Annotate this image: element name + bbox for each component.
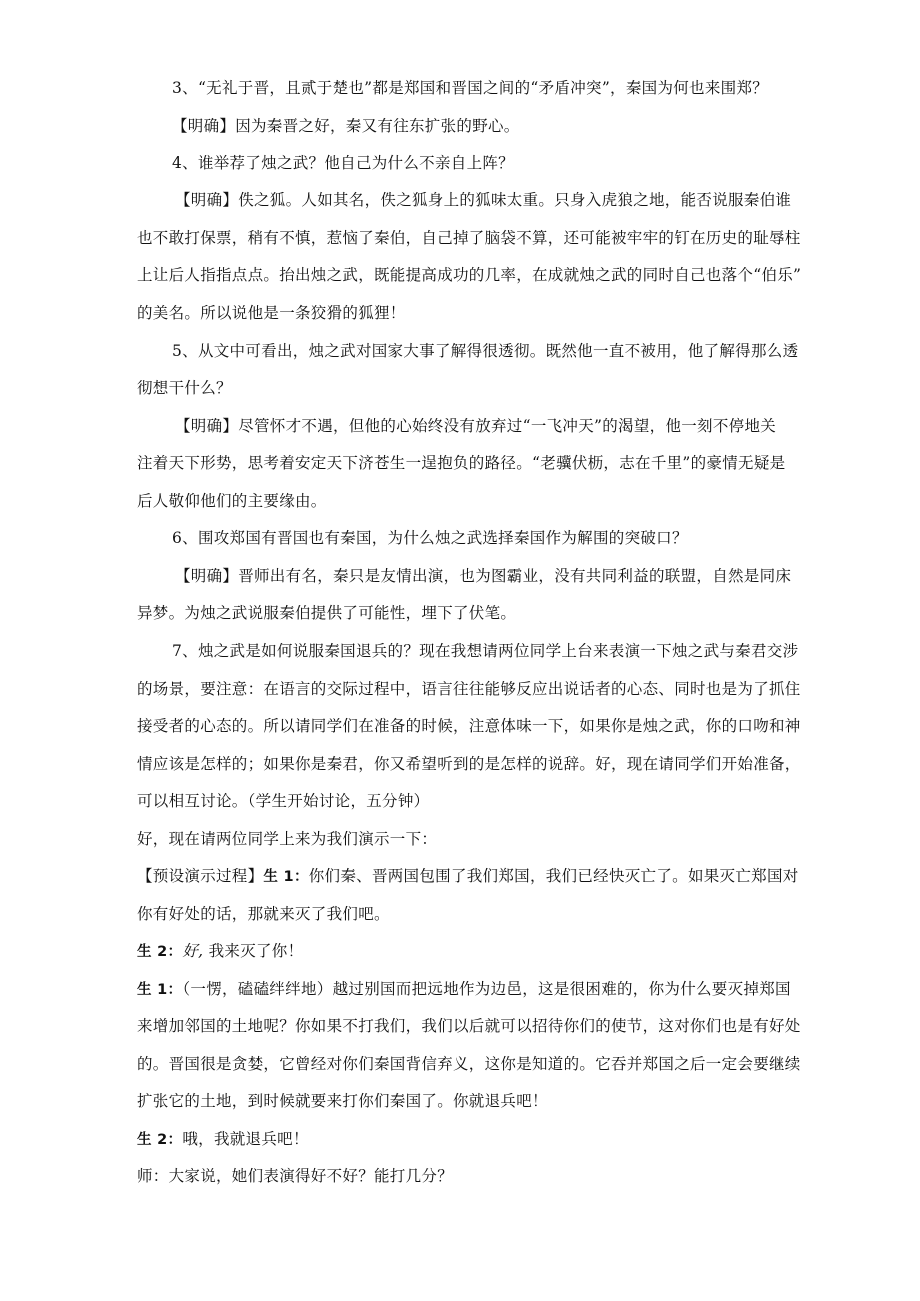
q4-answer-line: 的美名。所以说他是一条狡猾的狐狸！ [137, 304, 406, 322]
s2b-speech: 哦，我就退兵吧！ [182, 1130, 309, 1148]
q4-answer-line: 上让后人指指点点。抬出烛之武，既能提高成功的几率，在成就烛之武的同时自己也落个“伯乐” [137, 266, 802, 284]
s1b-line [137, 979, 791, 1000]
q7-question-line: 接受者的心态的。所以请同学们在准备的时候，注意体味一下，如果你是烛之武，你的口吻和神 [137, 717, 801, 735]
q3-answer: 【明确】因为秦晋之好，秦又有往东扩张的野心。 [172, 117, 520, 135]
q6-answer-line: 【明确】晋师出有名，秦只是友情出演，也为图霸业，没有共同利益的联盟，自然是同床 [175, 567, 792, 585]
q4-answer-line: 【明确】佚之狐。人如其名，佚之狐身上的狐味太重。只身入虎狼之地，能否说服秦伯谁 [175, 191, 792, 209]
s1b-speech-cont: 的。晋国很是贪婪，它曾经对你们秦国背信弃义，这你是知道的。它吞并郑国之后一定会要继续 [137, 1055, 801, 1073]
s2-emphasis: 好, [182, 942, 204, 960]
s1b-speech: （一愣，磕磕绊绊地）越过别国而把远地作为边邑，这是很困难的，你为什么要灭掉郑国 [182, 980, 791, 998]
speaker-s1: 生 1： [263, 869, 309, 885]
q4-answer-line: 也不敢打保票，稍有不慎，惹恼了秦伯，自己掉了脑袋不算，还可能被牢牢的钉在历史的耻辱柱 [137, 229, 801, 247]
q7-question-line: 可以相互讨论。（学生开始讨论，五分钟） [137, 792, 430, 810]
speaker-s2: 生 2： [137, 944, 183, 960]
q4-question: 4、谁举荐了烛之武？他自己为什么不亲自上阵？ [172, 154, 514, 172]
q5-question-line: 5、从文中可看出，烛之武对国家大事了解得很透彻。既然他一直不被用，他了解得那么透 [172, 342, 799, 360]
demo-label: 【预设演示过程】 [137, 867, 264, 885]
speaker-s1b: 生 1： [137, 982, 183, 998]
q3-question: 3、“无礼于晋，且贰于楚也”都是郑国和晋国之间的“矛盾冲突”，秦国为何也来围郑？ [172, 79, 769, 97]
transition-text: 好，现在请两位同学上来为我们演示一下： [137, 830, 438, 848]
q5-answer-line: 注着天下形势，思考着安定天下济苍生一逞抱负的路径。“老骥伏枥，志在千里”的豪情无疑是 [137, 454, 786, 472]
s2b-line [137, 1129, 309, 1150]
q6-answer-line: 异梦。为烛之武说服秦伯提供了可能性，埋下了伏笔。 [137, 604, 517, 622]
teacher-line: 师：大家说，她们表演得好不好？能打几分？ [137, 1167, 454, 1185]
s1b-speech-cont: 扩张它的土地，到时候就要来打你们秦国了。你就退兵吧！ [137, 1092, 548, 1110]
s2-speech: 我来灭了你！ [208, 942, 304, 960]
s1b-speech-cont: 来增加邻国的土地呢？你如果不打我们，我们以后就可以招待你们的使节，这对你们也是有好处 [137, 1017, 801, 1035]
q7-question-line: 的场景，要注意：在语言的交际过程中，语言往往能够反应出说话者的心态、同时也是为了抓住 [137, 680, 801, 698]
q7-question-line: 7、烛之武是如何说服秦国退兵的？现在我想请两位同学上台来表演一下烛之武与秦君交涉 [172, 642, 799, 660]
q6-question: 6、围攻郑国有晋国也有秦国，为什么烛之武选择秦国作为解围的突破口？ [172, 529, 688, 547]
q5-question-line: 彻想干什么？ [137, 379, 232, 397]
q7-question-line: 情应该是怎样的；如果你是秦君，你又希望听到的是怎样的说辞。好，现在请同学们开始准备， [137, 755, 801, 773]
q5-answer-line: 后人敬仰他们的主要缘由。 [137, 492, 327, 510]
q5-answer-line: 【明确】尽管怀才不遇，但他的心始终没有放弃过“一飞冲天”的渴望，他一刻不停地关 [175, 417, 777, 435]
demo-label-line [137, 866, 799, 887]
s2-line [137, 941, 303, 962]
s1-speech: 你们秦、晋两国包围了我们郑国，我们已经快灭亡了。如果灭亡郑国对 [308, 867, 799, 885]
speaker-s2b: 生 2： [137, 1132, 183, 1148]
s1-speech-cont: 你有好处的话，那就来灭了我们吧。 [137, 905, 390, 923]
